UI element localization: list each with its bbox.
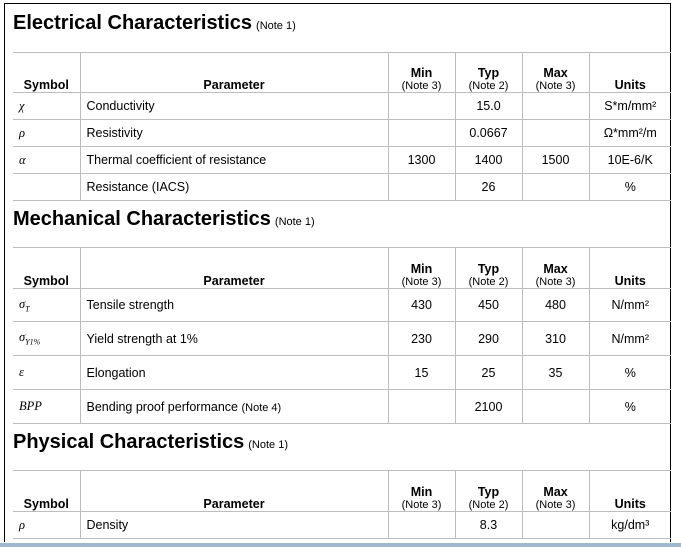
table-row	[13, 356, 671, 390]
parameter-cell: Elongation	[80, 356, 388, 390]
header-typ-note: (Note 2)	[468, 499, 509, 511]
header-min-note: (Note 3)	[401, 80, 442, 92]
parameter-cell: Density	[80, 512, 388, 539]
units-cell: kg/dm³	[589, 512, 671, 539]
table-row	[13, 512, 671, 539]
section-note: (Note 1)	[248, 439, 288, 451]
table-header-row	[13, 248, 671, 289]
symbol-cell: ρ	[13, 120, 80, 147]
typ-cell: 2100	[455, 390, 522, 424]
units-cell: S*m/mm²	[589, 93, 671, 120]
units-cell: 10E-6/K	[589, 147, 671, 174]
parameter-cell: Resistivity	[80, 120, 388, 147]
max-cell	[522, 120, 589, 147]
table-row	[13, 147, 671, 174]
typ-cell: 450	[455, 289, 522, 322]
units-cell: Ω*mm²/m	[589, 120, 671, 147]
units-cell: %	[589, 356, 671, 390]
table-header-row	[13, 53, 671, 93]
symbol-cell: χ	[13, 93, 80, 120]
header-units: Units	[614, 497, 646, 511]
header-typ: Typ	[477, 262, 500, 276]
section-title-text: Physical Characteristics	[13, 431, 245, 453]
typ-cell: 15.0	[455, 93, 522, 120]
min-cell: 15	[388, 356, 455, 390]
units-cell: N/mm²	[589, 289, 671, 322]
header-max-note: (Note 3)	[535, 80, 576, 92]
header-min-note: (Note 3)	[401, 276, 442, 288]
max-cell	[522, 390, 589, 424]
typ-cell: 1400	[455, 147, 522, 174]
symbol-cell: $\sigma_T$	[13, 289, 80, 322]
table-row	[13, 120, 671, 147]
units-cell: %	[589, 390, 671, 424]
min-cell	[388, 120, 455, 147]
header-typ-note: (Note 2)	[468, 80, 509, 92]
bottom-rule	[0, 543, 681, 547]
electrical-table	[13, 52, 671, 201]
header-symbol: Symbol	[23, 78, 69, 92]
section-title-electrical	[13, 12, 296, 35]
header-symbol: Symbol	[23, 497, 69, 511]
max-cell	[522, 512, 589, 539]
physical-table	[13, 470, 671, 539]
header-min: Min	[410, 485, 433, 499]
section-title-text: Mechanical Characteristics	[13, 208, 271, 230]
mechanical-table	[13, 247, 671, 424]
units-cell: N/mm²	[589, 322, 671, 356]
header-max: Max	[543, 485, 568, 499]
max-cell: 310	[522, 322, 589, 356]
min-cell	[388, 174, 455, 201]
table-row	[13, 174, 671, 201]
table-row	[13, 390, 671, 424]
header-typ: Typ	[477, 66, 500, 80]
max-cell	[522, 174, 589, 201]
min-cell: 230	[388, 322, 455, 356]
header-min: Min	[410, 66, 433, 80]
parameter-cell: Thermal coefficient of resistance	[80, 147, 388, 174]
header-max: Max	[543, 66, 568, 80]
header-max-note: (Note 3)	[535, 499, 576, 511]
header-min-note: (Note 3)	[401, 499, 442, 511]
header-parameter: Parameter	[203, 274, 265, 288]
header-symbol: Symbol	[23, 274, 69, 288]
min-cell	[388, 512, 455, 539]
typ-cell: 26	[455, 174, 522, 201]
header-min: Min	[410, 262, 433, 276]
min-cell: 430	[388, 289, 455, 322]
header-max: Max	[543, 262, 568, 276]
units-cell: %	[589, 174, 671, 201]
section-title-text: Electrical Characteristics	[13, 12, 253, 34]
typ-cell: 290	[455, 322, 522, 356]
symbol-cell	[13, 174, 80, 201]
header-typ: Typ	[477, 485, 500, 499]
min-cell	[388, 390, 455, 424]
parameter-cell: Bending proof performance (Note 4)	[80, 390, 388, 424]
max-cell: 35	[522, 356, 589, 390]
header-units: Units	[614, 78, 646, 92]
header-units: Units	[614, 274, 646, 288]
parameter-cell: Resistance (IACS)	[80, 174, 388, 201]
section-note: (Note 1)	[256, 20, 296, 32]
header-typ-note: (Note 2)	[468, 276, 509, 288]
table-row	[13, 93, 671, 120]
typ-cell: 8.3	[455, 512, 522, 539]
symbol-cell: $\sigma_{Y1\%}$	[13, 322, 80, 356]
parameter-cell: Conductivity	[80, 93, 388, 120]
section-title-mechanical	[13, 208, 315, 231]
header-max-note: (Note 3)	[535, 276, 576, 288]
max-cell: 480	[522, 289, 589, 322]
section-title-physical	[13, 431, 288, 454]
table-row	[13, 322, 671, 356]
min-cell: 1300	[388, 147, 455, 174]
parameter-cell: Yield strength at 1%	[80, 322, 388, 356]
symbol-cell: ρ	[13, 512, 80, 539]
header-parameter: Parameter	[203, 497, 265, 511]
symbol-cell: BPP	[13, 390, 80, 424]
max-cell: 1500	[522, 147, 589, 174]
header-parameter: Parameter	[203, 78, 265, 92]
table-row	[13, 289, 671, 322]
min-cell	[388, 93, 455, 120]
table-header-row	[13, 471, 671, 512]
max-cell	[522, 93, 589, 120]
symbol-cell: α	[13, 147, 80, 174]
parameter-cell: Tensile strength	[80, 289, 388, 322]
section-note: (Note 1)	[274, 216, 315, 228]
symbol-cell: ε	[13, 356, 80, 390]
typ-cell: 0.0667	[455, 120, 522, 147]
typ-cell: 25	[455, 356, 522, 390]
